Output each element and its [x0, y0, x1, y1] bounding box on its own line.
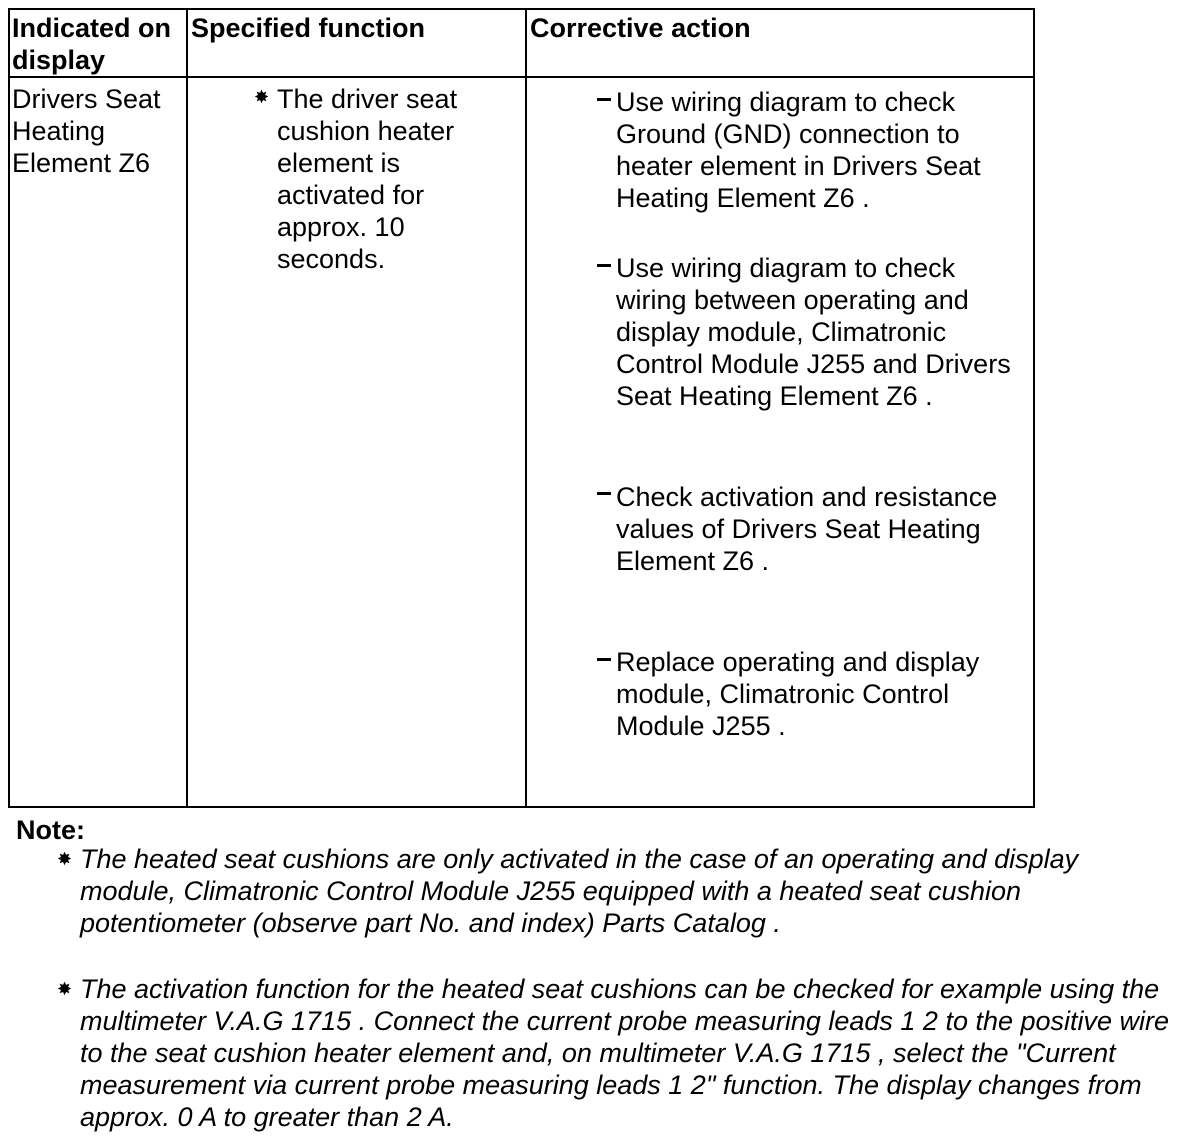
star-bullet-icon: ✸	[57, 849, 73, 869]
column-divider	[525, 10, 527, 806]
star-bullet-icon: ✸	[57, 979, 73, 999]
diagnosis-table	[8, 8, 1035, 808]
corrective-action-item: Use wiring diagram to check Ground (GND) connection to heater element in Drivers Seat Heating Element Z6 .	[616, 87, 981, 213]
dash-bullet-icon	[597, 264, 611, 267]
dash-bullet-icon	[597, 98, 611, 101]
column-divider	[186, 10, 188, 806]
header-specified-function: Specified function	[191, 13, 426, 43]
header-corrective-action: Corrective action	[530, 13, 751, 43]
corrective-action-item: Replace operating and display module, Climatronic Control Module J255 .	[616, 647, 980, 741]
dash-bullet-icon	[597, 492, 611, 495]
dash-bullet-icon	[597, 658, 611, 661]
header-indicated-on-display: Indicated on display	[12, 13, 172, 75]
cell-indicated-on-display: Drivers Seat Heating Element Z6	[12, 84, 161, 178]
note-title: Note:	[16, 815, 85, 845]
corrective-action-item: Check activation and resistance values of Drivers Seat Heating Element Z6 .	[616, 482, 998, 576]
note-item: The activation function for the heated seat cushions can be checked for example using the multimeter V.A.G 1715 . Connect the current probe measuring leads 1 2 to the positive wire to the seat cushion heater element and, on multimeter V.A.G 1715 , select the "Current measurement via current probe measuring leads 1 2" function. The display changes from approx. 0 A to greater than 2 A.	[80, 974, 1170, 1132]
corrective-action-item: Use wiring diagram to check wiring between operating and display module, Climatronic Control Module J255 and Drivers Seat Heating Element Z6 .	[616, 253, 1011, 411]
cell-specified-function: The driver seat cushion heater element is activated for approx. 10 seconds.	[277, 84, 458, 274]
header-divider	[10, 76, 1033, 78]
note-item: The heated seat cushions are only activated in the case of an operating and display module, Climatronic Control Module J255 equipped with a heated seat cushion potentiometer (observe part No. and index) Parts Catalog .	[80, 844, 1079, 938]
star-bullet-icon: ✸	[254, 87, 270, 107]
